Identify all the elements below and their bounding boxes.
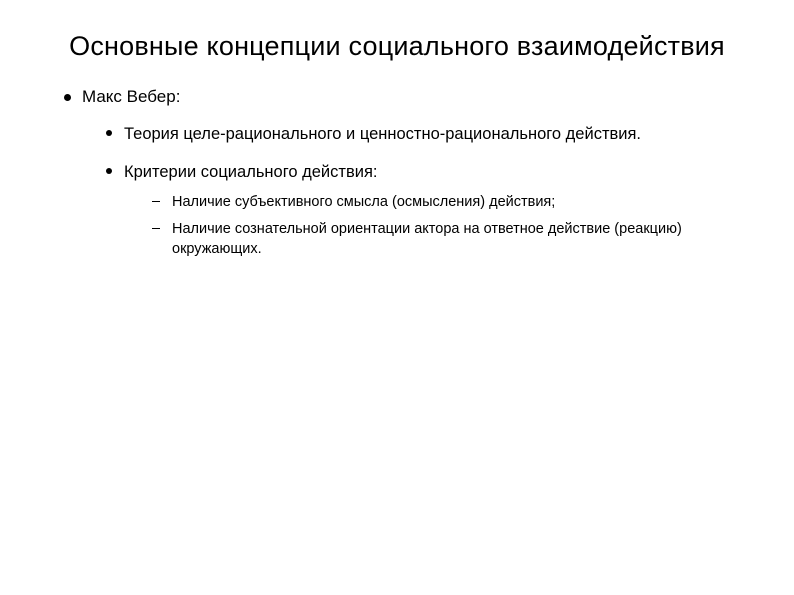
bullet-list-level3 bbox=[124, 192, 754, 260]
list-item-label: Теория целе-рационального и ценностно-рационального действия. bbox=[124, 124, 642, 143]
list-item-label: Наличие субъективного смысла (осмысления) действия; bbox=[172, 194, 556, 211]
bullet-disc-icon bbox=[106, 130, 112, 136]
list-item bbox=[124, 192, 754, 213]
bullet-dash-icon bbox=[152, 201, 160, 202]
page-title: Основные концепции социального взаимодействия bbox=[69, 31, 725, 61]
list-item bbox=[124, 219, 754, 260]
bullet-disc-icon bbox=[64, 94, 71, 101]
bullet-list-level2 bbox=[82, 123, 754, 260]
list-item bbox=[82, 123, 754, 146]
list-item bbox=[44, 86, 754, 260]
bullet-disc-icon bbox=[106, 168, 112, 174]
bullet-list-level1 bbox=[44, 86, 754, 260]
list-item-label: Макс Вебер: bbox=[82, 86, 181, 106]
list-item-label: Критерии социального действия: bbox=[124, 163, 378, 182]
list-item-label: Наличие сознательной ориентации актора на ответное действие (реакцию) окружающих. bbox=[172, 220, 682, 258]
bullet-dash-icon bbox=[152, 228, 160, 229]
slide-content bbox=[0, 86, 794, 260]
list-item bbox=[82, 161, 754, 260]
